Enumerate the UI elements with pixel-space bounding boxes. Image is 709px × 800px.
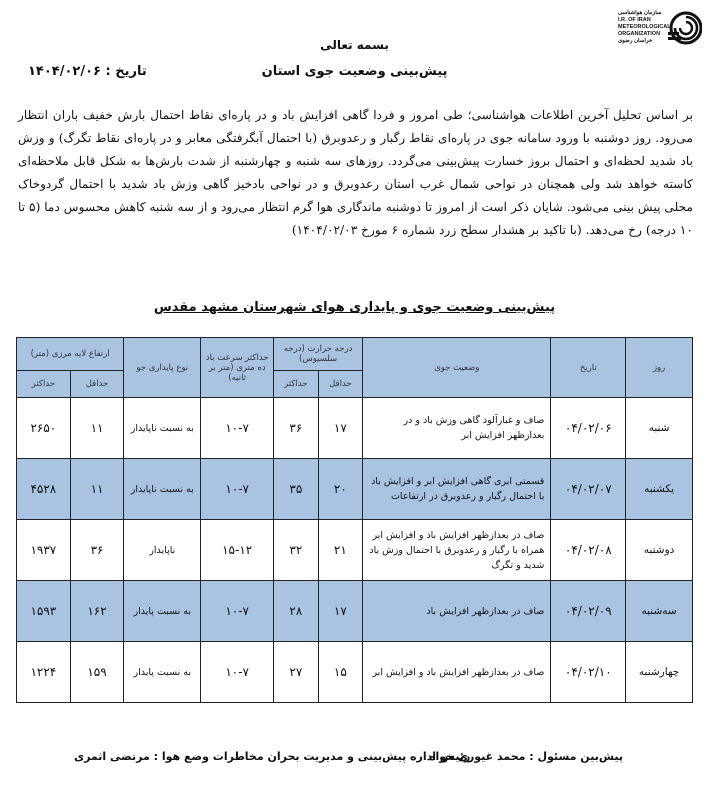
cell-mix-min: ۱۱ [70, 459, 124, 520]
cell-day: دوشنبه [626, 520, 693, 581]
cell-stability: به نسبت پایدار [124, 581, 201, 642]
date-value: ۱۴۰۴/۰۲/۰۶ [28, 64, 101, 79]
cell-temp-max: ۲۸ [274, 581, 319, 642]
cell-mix-min: ۱۵۹ [70, 642, 124, 703]
forecast-table [16, 337, 693, 703]
department-head-signature: رئیس اداره پیش‌بینی و مدیریت بحران مخاطرات وضع هوا : مرتضی اثمری [74, 750, 471, 763]
header-temp-min: حداقل [318, 371, 363, 398]
cell-day: سه‌شنبه [626, 581, 693, 642]
cell-temp-max: ۳۶ [274, 398, 319, 459]
table-row [17, 459, 693, 520]
cell-mix-max: ۱۵۹۳ [17, 581, 71, 642]
cell-date: ۰۴/۰۲/۰۶ [551, 398, 626, 459]
cell-stability: ناپایدار [124, 520, 201, 581]
cell-day: شنبه [626, 398, 693, 459]
header-day: روز [626, 338, 693, 398]
header-mix-min: حداقل [70, 371, 124, 398]
table-title: پیش‌بینی وضعیت جوی و پایداری هوای شهرستان مشهد مقدس [153, 300, 556, 315]
cell-stability: به نسبت پایدار [124, 642, 201, 703]
header-mix-max: حداکثر [17, 371, 71, 398]
header-temperature: درجه حرارت (درجه سلسیوس) [274, 338, 363, 371]
cell-condition: صاف در بعدازظهر افزایش باد و افزایش ابر همراه با رگبار و رعدوبرق با احتمال وزش باد شدید و تگرگ [363, 520, 551, 581]
cell-wind: ۱۰-۷ [201, 459, 274, 520]
date-label: تاریخ : [105, 64, 147, 79]
cell-mix-max: ۱۲۲۴ [17, 642, 71, 703]
cell-temp-max: ۳۵ [274, 459, 319, 520]
document-date [28, 64, 147, 79]
cell-date: ۰۴/۰۲/۰۹ [551, 581, 626, 642]
cell-mix-min: ۱۶۲ [70, 581, 124, 642]
header-stability: نوع پایداری جو [124, 338, 201, 398]
cell-condition: صاف و غبارآلود گاهی وزش باد و در بعدازظهر افزایش ابر [363, 398, 551, 459]
cell-wind: ۱۰-۷ [201, 642, 274, 703]
table-row [17, 398, 693, 459]
cell-temp-min: ۱۷ [318, 398, 363, 459]
header-mixing-height: ارتفاع لایه مرزی (متر) [17, 338, 124, 371]
document-title: پیش‌بینی وضعیت جوی استان [261, 64, 448, 79]
forecast-paragraph: بر اساس تحلیل آخرین اطلاعات هواشناسی؛ طی امروز و فردا گاهی افزایش باد و در پاره‌ای نقاط احتمال بارش خفیف باران انتظار می‌رود. روز دوشنبه با ورود سامانه جوی در پاره‌ای نقاط رگبار و رعدوبرق (با احتمال آبگرفتگی معابر و در پاره‌ای نقاط تگرگ) و وزش باد شدید لحظه‌ای و احتمال بروز خسارت پیش‌بینی می‌گردد. روزهای سه شنبه و چهارشنبه از شدت بارش‌ها به شکل قابل ملاحظه‌ای کاسته خواهد شد ولی همچنان در نواحی شمال غرب استان رعدوبرق و در نواحی بادخیز گاهی وزش باد شدید با احتمال گردوخاک محلی پیش بینی می‌شود. شایان ذکر است از امروز تا دوشنبه ماندگاری هوا گرم انتظار می‌رود و از سه شنبه کاهش محسوس دما (۵ تا ۱۰ درجه) رخ می‌دهد. (با تاکید بر هشدار سطح زرد شماره ۶ مورخ ۱۴۰۴/۰۲/۰۳) [18, 108, 694, 237]
cell-date: ۰۴/۰۲/۱۰ [551, 642, 626, 703]
header-condition: وضعیت جوی [363, 338, 551, 398]
cell-mix-min: ۳۶ [70, 520, 124, 581]
forecaster-signature: پیش‌بین مسئول : محمد غیوری خواه [428, 750, 623, 763]
cell-mix-min: ۱۱ [70, 398, 124, 459]
cell-temp-min: ۲۱ [318, 520, 363, 581]
cell-day: چهارشنبه [626, 642, 693, 703]
cell-condition: صاف در بعدازظهر افزایش باد [363, 581, 551, 642]
cell-wind: ۱۵-۱۲ [201, 520, 274, 581]
cell-date: ۰۴/۰۲/۰۷ [551, 459, 626, 520]
cell-wind: ۱۰-۷ [201, 581, 274, 642]
cell-temp-min: ۱۷ [318, 581, 363, 642]
header-temp-max: حداکثر [274, 371, 319, 398]
cell-stability: به نسبت ناپایدار [124, 459, 201, 520]
cell-mix-max: ۲۶۵۰ [17, 398, 71, 459]
cell-temp-max: ۳۲ [274, 520, 319, 581]
header-date: تاریخ [551, 338, 626, 398]
cell-temp-max: ۲۷ [274, 642, 319, 703]
table-row [17, 581, 693, 642]
cell-condition: قسمتی ابری گاهی افزایش ابر و افزایش باد با احتمال رگبار و رعدوبرق در ارتفاعات [363, 459, 551, 520]
cell-temp-min: ۱۵ [318, 642, 363, 703]
bismillah-heading: بسمه تعالی [320, 38, 389, 52]
cell-condition: صاف در بعدازظهر افزایش باد و افزایش ابر [363, 642, 551, 703]
cell-date: ۰۴/۰۲/۰۸ [551, 520, 626, 581]
cell-stability: به نسبت ناپایدار [124, 398, 201, 459]
table-row [17, 642, 693, 703]
logo-text: سازمان هواشناسی I.R. OF IRAN METEOROLOGICAL ORGANIZATION خراسان رضوی [618, 10, 671, 44]
cell-temp-min: ۲۰ [318, 459, 363, 520]
cell-mix-max: ۴۵۲۸ [17, 459, 71, 520]
table-row [17, 520, 693, 581]
cell-day: یکشنبه [626, 459, 693, 520]
cell-mix-max: ۱۹۳۷ [17, 520, 71, 581]
cell-wind: ۱۰-۷ [201, 398, 274, 459]
header-wind: حداکثر سرعت باد ده متری (متر بر ثانیه) [201, 338, 274, 398]
